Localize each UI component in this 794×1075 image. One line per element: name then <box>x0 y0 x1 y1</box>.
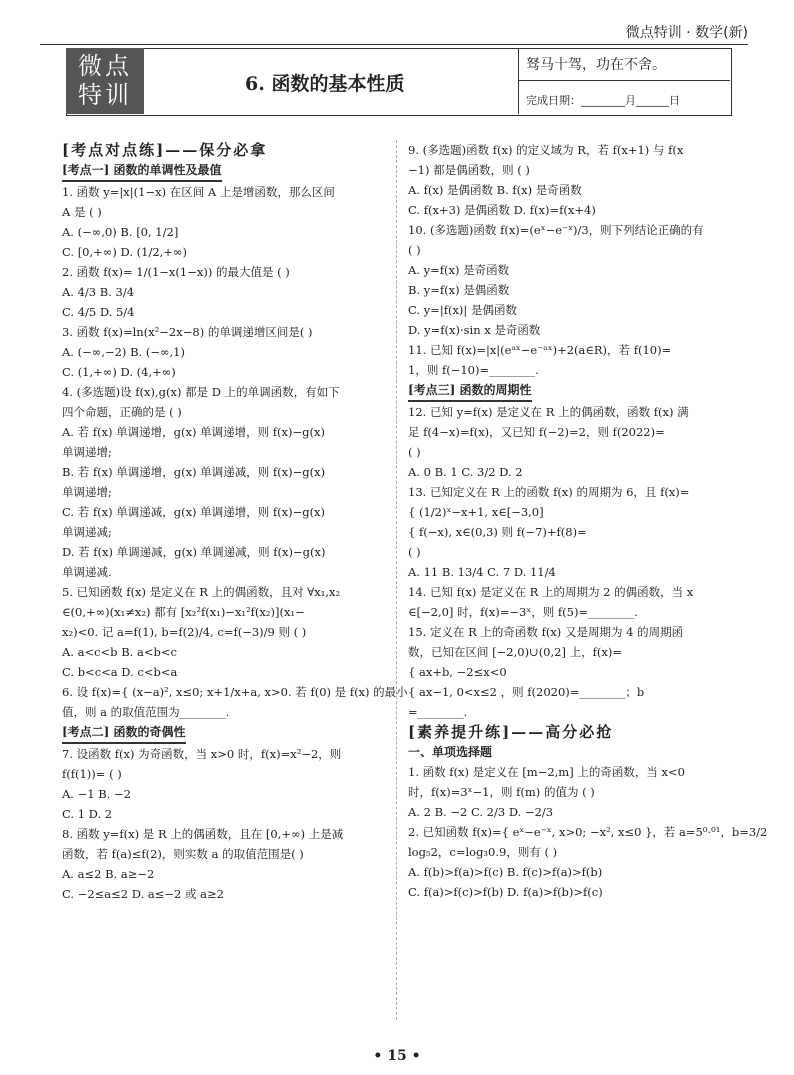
question-line: ( ) <box>408 545 421 559</box>
question-line: { (1/2)ˣ−x+1, x∈[−3,0] <box>408 505 544 519</box>
question-line: 4. (多选题)设 f(x),g(x) 都是 D 上的单调函数，有如下 <box>62 385 340 399</box>
question-line: A. −1 B. −2 <box>62 787 131 801</box>
question-line: −1) 都是偶函数，则 ( ) <box>408 163 530 177</box>
question-line: 15. 定义在 R 上的奇函数 f(x) 又是周期为 4 的周期函 <box>408 625 684 639</box>
question-line: 11. 已知 f(x)=|x|(eᵃˣ−e⁻ᵃˣ)+2(a∈R)，若 f(10)= <box>408 343 672 357</box>
question-line: 四个命题，正确的是 ( ) <box>62 405 182 419</box>
question-line: { ax+b, −2≤x<0 <box>408 665 507 679</box>
question-line: A. 0 B. 1 C. 3/2 D. 2 <box>408 465 523 479</box>
question-line: 1. 函数 y=|x|(1−x) 在区间 A 上是增函数，那么区间 <box>62 185 335 199</box>
question-line: C. (1,+∞) D. (4,+∞) <box>62 365 176 379</box>
question-line: C. [0,+∞) D. (1/2,+∞) <box>62 245 187 259</box>
question-line: B. y=f(x) 是偶函数 <box>408 283 510 297</box>
question-line: 5. 已知函数 f(x) 是定义在 R 上的偶函数，且对 ∀x₁,x₂ <box>62 585 341 599</box>
tag-line <box>408 380 532 402</box>
page-number: • 15 • <box>373 1048 421 1064</box>
logo-block <box>66 48 144 114</box>
question-line: 14. 已知 f(x) 是定义在 R 上的周期为 2 的偶函数，当 x <box>408 585 694 599</box>
question-line: 2. 函数 f(x)= 1/(1−x(1−x)) 的最大值是 ( ) <box>62 265 290 279</box>
question-line: ( ) <box>408 243 421 257</box>
question-line: 函数，若 f(a)≤f(2)，则实数 a 的取值范围是( ) <box>62 847 304 861</box>
question-line: C. b<c<a D. c<b<a <box>62 665 178 679</box>
tag-line <box>62 160 222 182</box>
question-line: 足 f(4−x)=f(x)，又已知 f(−2)=2，则 f(2022)= <box>408 425 665 439</box>
question-line: A. (−∞,0) B. [0, 1/2] <box>62 225 179 239</box>
motto: 驽马十驾，功在不舍。 <box>526 57 666 73</box>
logo-line1: 微点 <box>78 52 132 80</box>
question-line: 单调递减. <box>62 565 112 579</box>
question-line: 7. 设函数 f(x) 为奇函数，当 x>0 时，f(x)=x²−2，则 <box>62 747 342 761</box>
banner-divider <box>518 48 519 114</box>
tag-line <box>62 722 186 744</box>
question-line: A. (−∞,−2) B. (−∞,1) <box>62 345 185 359</box>
question-line: log₅2，c=log₃0.9，则有 ( ) <box>408 845 558 859</box>
banner-divider-h <box>518 80 730 81</box>
question-line: x₂)<0. 记 a=f(1), b=f(2)/4, c=f(−3)/9 则 ( ) <box>62 625 307 639</box>
question-line: C. −2≤a≤2 D. a≤−2 或 a≥2 <box>62 887 224 901</box>
question-line: 值，则 a 的取值范围为________. <box>62 705 230 719</box>
logo-line2: 特训 <box>78 81 132 109</box>
question-line: A. a≤2 B. a≥−2 <box>62 867 155 881</box>
question-line: { f(−x), x∈(0,3) 则 f(−7)+f(8)= <box>408 525 587 539</box>
question-line: 1. 函数 f(x) 是定义在 [m−2,m] 上的奇函数，当 x<0 <box>408 765 685 779</box>
question-line: 时，f(x)=3ˣ−1，则 f(m) 的值为 ( ) <box>408 785 595 799</box>
question-line: 1，则 f(−10)=________. <box>408 363 539 377</box>
question-line: 6. 设 f(x)={ (x−a)², x≤0; x+1/x+a, x>0. 若 f(0) 是 f(x) 的最小 <box>62 685 408 699</box>
date-field: 完成日期：________月______日 <box>526 94 680 107</box>
question-line: C. f(x+3) 是偶函数 D. f(x)=f(x+4) <box>408 203 596 217</box>
question-line: A 是 ( ) <box>62 205 102 219</box>
question-line: A. 2 B. −2 C. 2/3 D. −2/3 <box>408 805 554 819</box>
series-title: 微点特训 · 数学(新) <box>625 25 748 41</box>
section-heading: [素养提升练]——高分必抢 <box>408 723 614 741</box>
question-line: 12. 已知 y=f(x) 是定义在 R 上的偶函数，函数 f(x) 满 <box>408 405 689 419</box>
question-line: 9. (多选题)函数 f(x) 的定义域为 R，若 f(x+1) 与 f(x <box>408 143 684 157</box>
question-line: A. 若 f(x) 单调递增，g(x) 单调递增，则 f(x)−g(x) <box>62 425 325 439</box>
question-line: C. 若 f(x) 单调递减，g(x) 单调递增，则 f(x)−g(x) <box>62 505 326 519</box>
question-line: A. 11 B. 13/4 C. 7 D. 11/4 <box>408 565 556 579</box>
header-rule <box>40 44 748 45</box>
section-tag: [考点三] 函数的周期性 <box>408 380 532 401</box>
page-title: 6. 函数的基本性质 <box>245 73 405 95</box>
question-line: 数，已知在区间 [−2,0)∪(0,2] 上，f(x)= <box>408 645 622 659</box>
question-line: A. f(x) 是偶函数 B. f(x) 是奇函数 <box>408 183 582 197</box>
question-line: A. 4/3 B. 3/4 <box>62 285 135 299</box>
question-line: 单调递增; <box>62 445 112 459</box>
question-line: 单调递增; <box>62 485 112 499</box>
question-line: 10. (多选题)函数 f(x)=(eˣ−e⁻ˣ)/3，则下列结论正确的有 <box>408 223 704 237</box>
right-column <box>408 140 768 902</box>
question-line: 13. 已知定义在 R 上的函数 f(x) 的周期为 6，且 f(x)= <box>408 485 690 499</box>
question-line: C. y=|f(x)| 是偶函数 <box>408 303 517 317</box>
question-line: f(f(1))= ( ) <box>62 767 122 781</box>
sub-heading: 一、单项选择题 <box>408 745 493 759</box>
section-heading: [考点对点练]——保分必拿 <box>62 141 268 159</box>
question-line: C. f(a)>f(c)>f(b) D. f(a)>f(b)>f(c) <box>408 885 603 899</box>
column-separator <box>396 140 397 1020</box>
question-line: D. y=f(x)·sin x 是奇函数 <box>408 323 541 337</box>
question-line: ∈[−2,0] 时，f(x)=−3ˣ，则 f(5)=________. <box>408 605 638 619</box>
question-line: ( ) <box>408 445 421 459</box>
question-line: A. a<c<b B. a<b<c <box>62 645 177 659</box>
question-line: 8. 函数 y=f(x) 是 R 上的偶函数，且在 [0,+∞) 上是减 <box>62 827 344 841</box>
section-tag: [考点二] 函数的奇偶性 <box>62 722 186 743</box>
question-line: ∈(0,+∞)(x₁≠x₂) 都有 [x₂²f(x₁)−x₁²f(x₂)](x₁− <box>62 605 305 619</box>
question-line: C. 4/5 D. 5/4 <box>62 305 135 319</box>
section-tag: [考点一] 函数的单调性及最值 <box>62 160 222 181</box>
question-line: =________. <box>408 705 468 719</box>
question-line: D. 若 f(x) 单调递减，g(x) 单调递减，则 f(x)−g(x) <box>62 545 326 559</box>
question-line: A. f(b)>f(a)>f(c) B. f(c)>f(a)>f(b) <box>408 865 603 879</box>
question-line: 3. 函数 f(x)=ln(x²−2x−8) 的单调递增区间是( ) <box>62 325 313 339</box>
question-line: { ax−1, 0<x≤2 ，则 f(2020)=________；b <box>408 685 645 699</box>
left-column <box>62 140 408 904</box>
question-line: C. 1 D. 2 <box>62 807 113 821</box>
question-line: 2. 已知函数 f(x)={ eˣ−e⁻ˣ, x>0; −x², x≤0 }，若 a=5⁰·⁰¹，b=3/2 <box>408 825 768 839</box>
question-line: B. 若 f(x) 单调递增，g(x) 单调递减，则 f(x)−g(x) <box>62 465 326 479</box>
question-line: 单调递减; <box>62 525 112 539</box>
question-line: A. y=f(x) 是奇函数 <box>408 263 510 277</box>
